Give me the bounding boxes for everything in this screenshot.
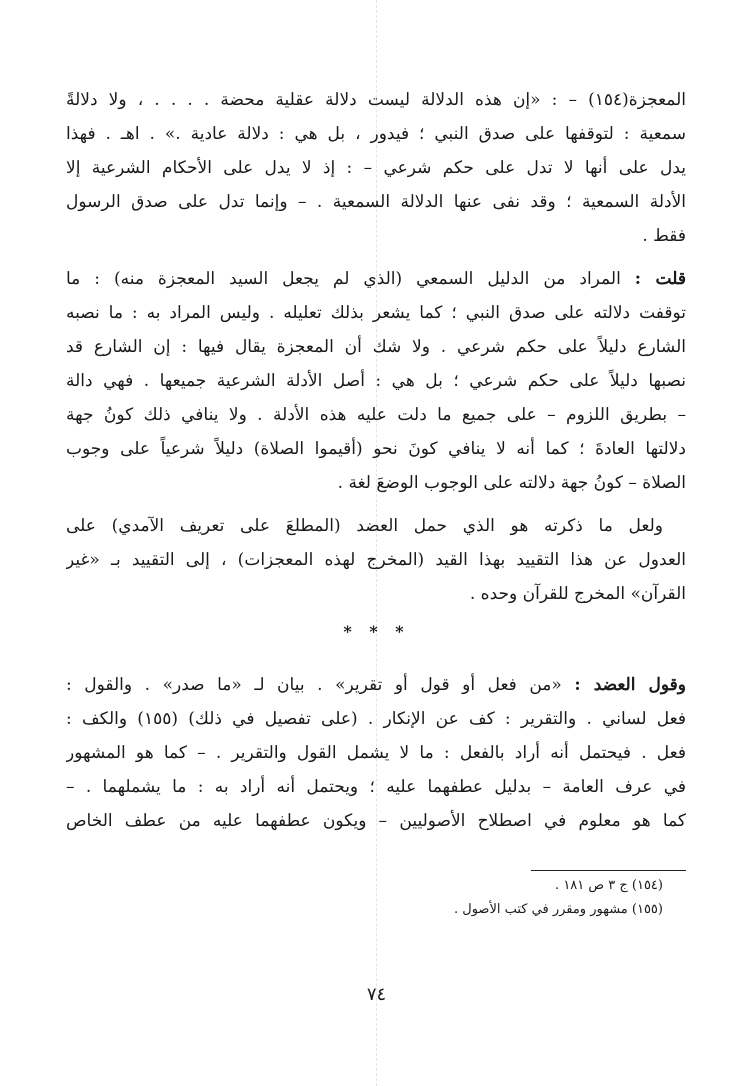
- text-line: توقفت دلالته على صدق النبي ؛ كما يشعر بذلك تعليله . وليس المراد به : ما نصبه: [66, 303, 686, 323]
- text-line: – بطريق اللزوم – على جميع ما دلت عليه هذه الأدلة . ولا ينافي ذلك كونُ جهة: [66, 405, 686, 425]
- text-line-with-lead: [66, 668, 686, 702]
- text-line: المعجزة(١٥٤) – : «إن هذه الدلالة ليست دلالة عقلية محضة . . . . ، ولا دلالةً: [66, 90, 686, 110]
- text-line: دلالتها العادةَ ؛ كما أنه لا ينافي كونَ نحو (أقيموا الصلاة) دليلاً شرعياً على وجوب: [66, 439, 686, 459]
- text-line: يدل على أنها لا تدل على حكم شرعي – : إذ لا يدل على الأحكام الشرعية إلا: [66, 158, 686, 178]
- page-number: ٧٤: [366, 984, 387, 1005]
- text-line: القرآن» المخرج للقرآن وحده .: [469, 584, 686, 604]
- text-line-body: المراد من الدليل السمعي (الذي لم يجعل السيد المعجزة منه) : ما: [66, 269, 621, 289]
- section-separator: * * *: [343, 622, 410, 641]
- text-line: العدول عن هذا التقييد بهذا القيد (المخرج لهذه المعجزات) ، إلى التقييد بـ «غير: [66, 550, 686, 570]
- text-line: فعل لساني . والتقرير : كف عن الإنكار . (على تفصيل في ذلك) (١٥٥) والكف :: [66, 709, 686, 729]
- text-line: الصلاة – كونُ جهة دلالته على الوجوب الوضعَ لغة .: [337, 473, 686, 493]
- text-line: الأدلة السمعية ؛ وقد نفى عنها الدلالة السمعية . – وإنما تدل على صدق الرسول: [66, 192, 686, 212]
- footnote: (١٥٥) مشهور ومقرر في كتب الأصول .: [454, 902, 663, 917]
- text-line: سمعية : لتوقفها على صدق النبي ؛ فيدور ، بل هي : دلالة عادية .» . اهـ . فهذا: [66, 124, 686, 144]
- text-line-body: «من فعل أو قول أو تقرير» . بيان لـ «ما صدر» . والقول :: [66, 675, 562, 695]
- text-line: ولعل ما ذكرته هو الذي حمل العضد (المطلعَ على تعريف الآمدي) على: [66, 516, 663, 536]
- text-line: نصبها دليلاً على حكم شرعي ؛ بل هي : أصل الأدلة الشرعية جميعها . فهي دالة: [66, 371, 686, 391]
- text-line: فعل . فيحتمل أنه أراد بالفعل : ما لا يشمل القول والتقرير . – كما هو المشهور: [66, 743, 686, 763]
- text-line: كما هو معلوم في اصطلاح الأصوليين – ويكون عطفهما عليه من عطف الخاص: [66, 811, 686, 831]
- text-line: فقط .: [642, 226, 686, 246]
- paragraph-lead-word: قلت :: [634, 269, 686, 289]
- footnote-divider: [531, 870, 686, 871]
- text-line: في عرف العامة – بدليل عطفهما عليه ؛ ويحتمل أنه أراد به : ما يشملهما . –: [66, 777, 686, 797]
- footnote: (١٥٤) ج ٣ ص ١٨١ .: [555, 878, 663, 893]
- text-line-with-lead: [66, 262, 686, 296]
- paragraph-lead-word: وقول العضد :: [574, 675, 686, 695]
- text-line: الشارع دليلاً على حكم شرعي . ولا شك أن المعجزة يقال فيها : إن الشارع قد: [66, 337, 686, 357]
